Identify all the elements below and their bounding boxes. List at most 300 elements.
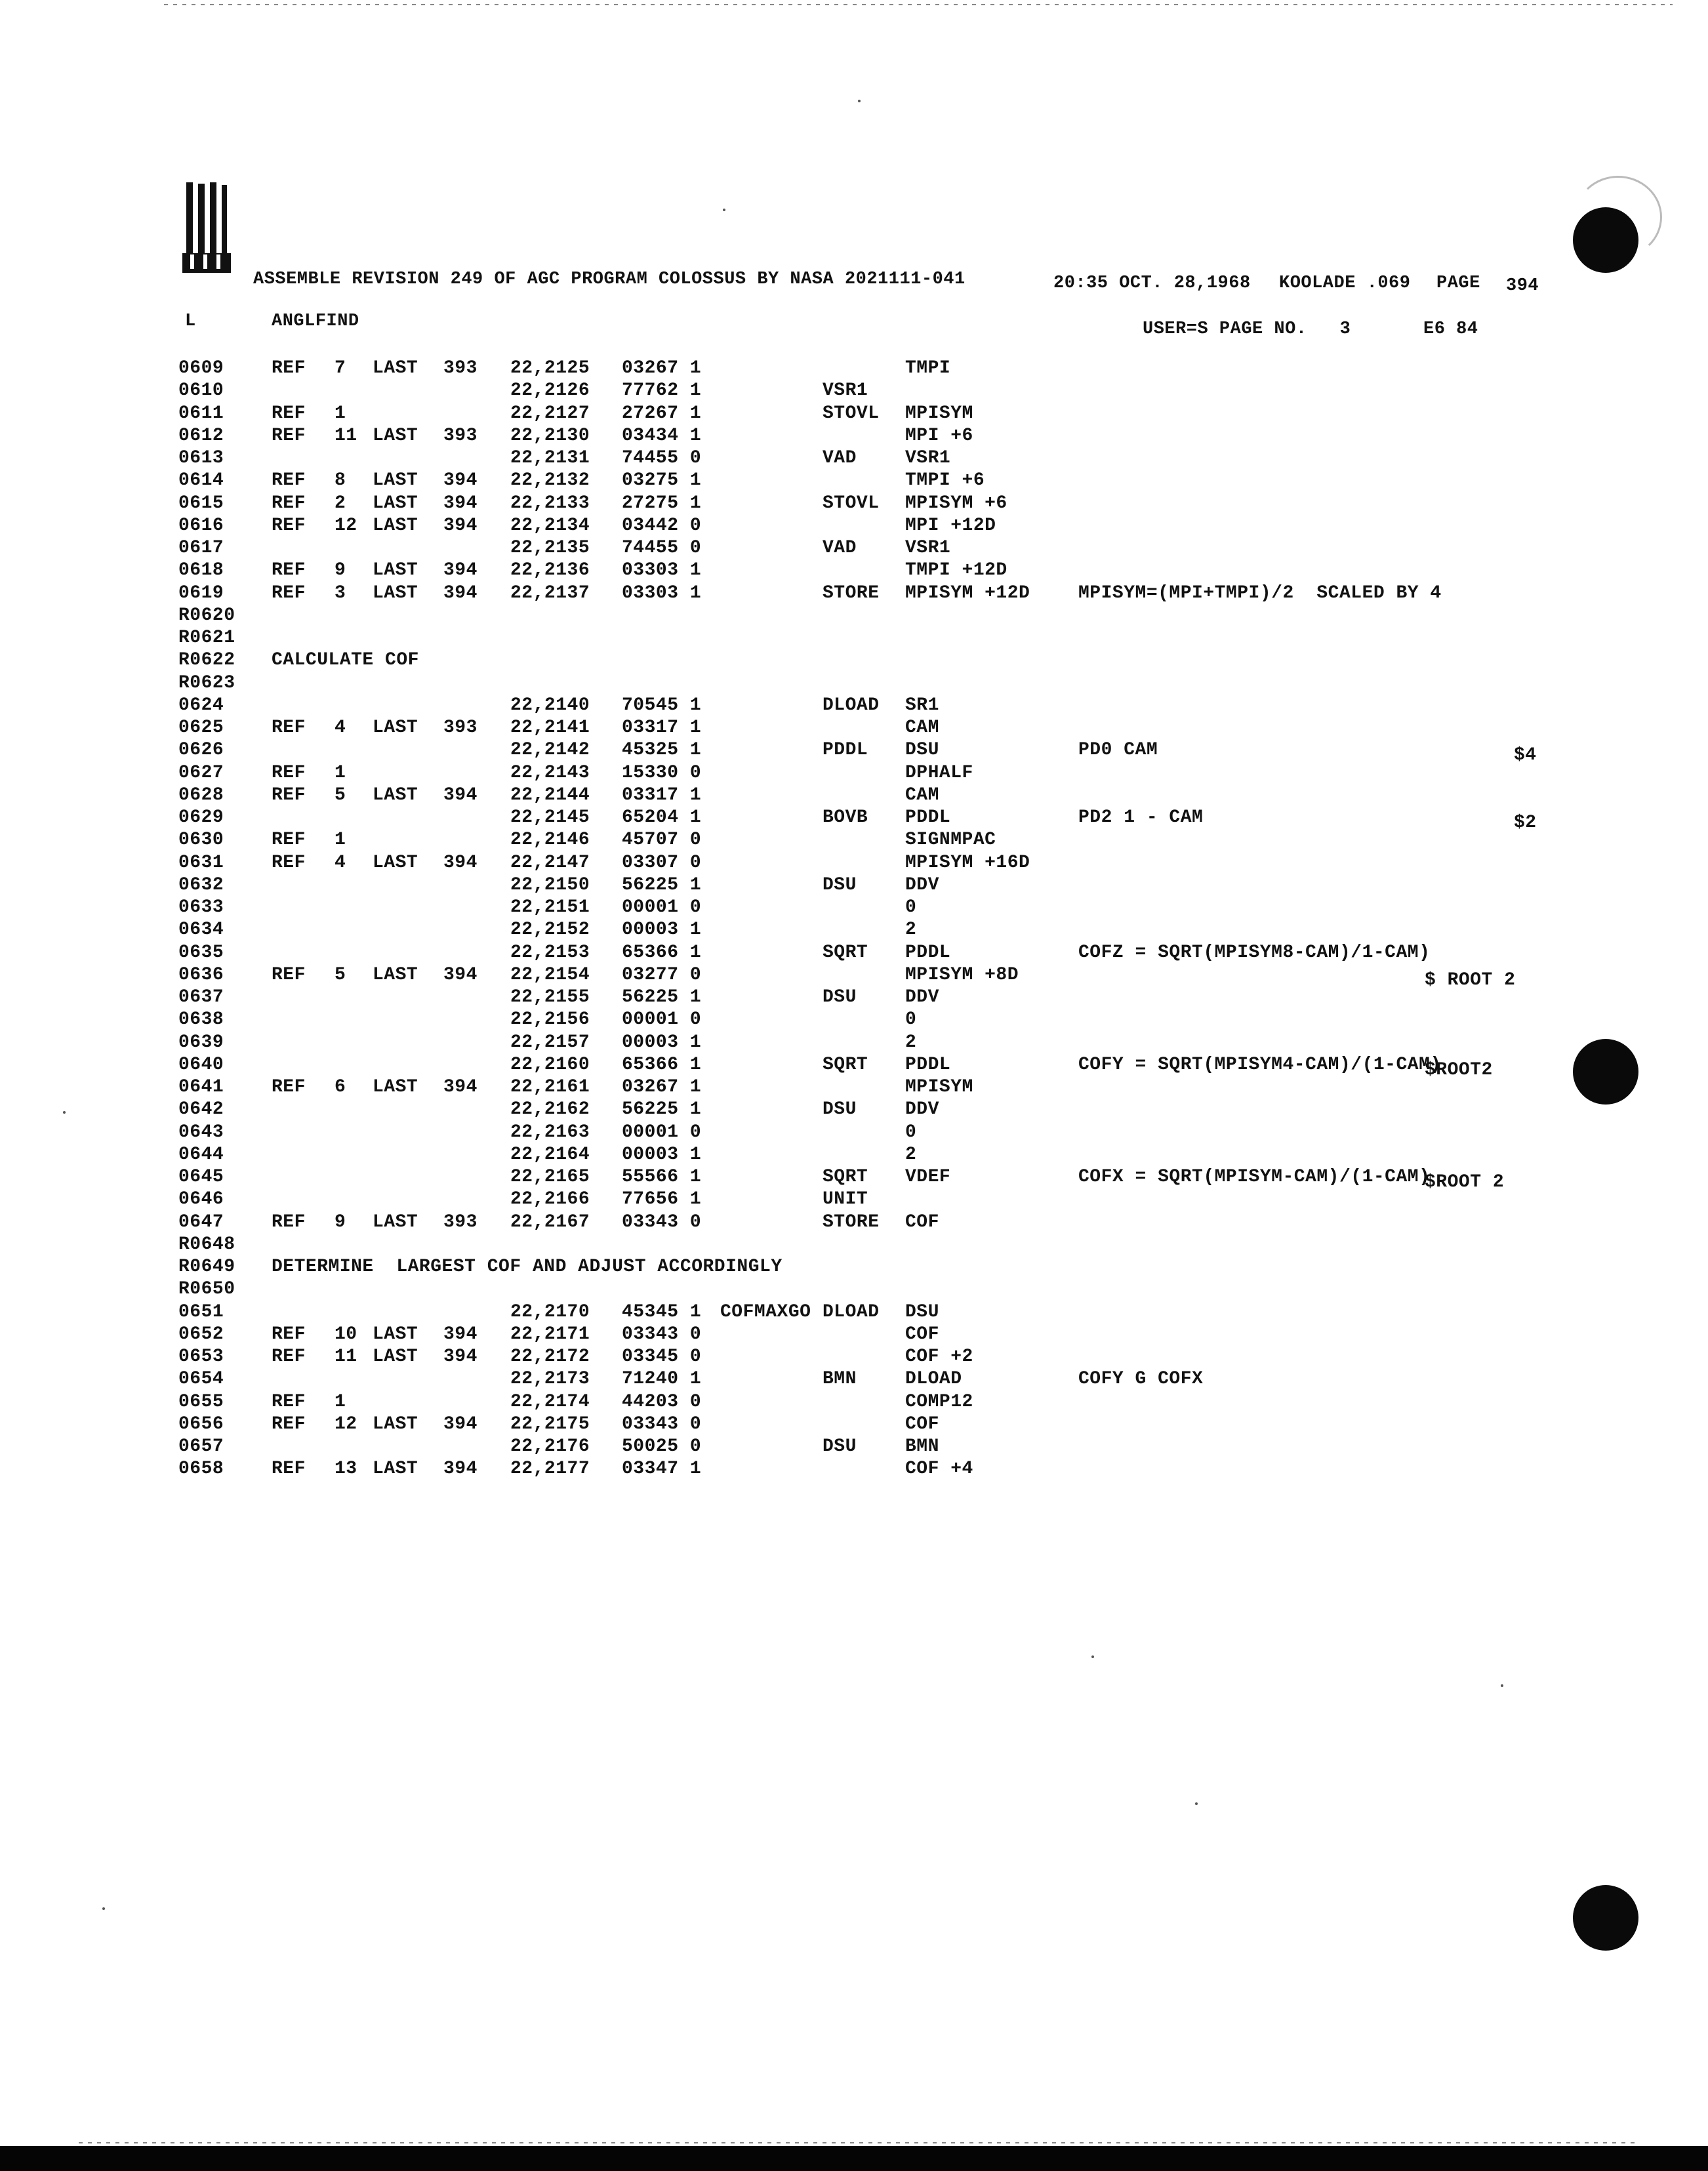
last-page: 394: [443, 785, 478, 805]
octal-word: 74455 0: [622, 538, 702, 558]
scan-speck: [102, 1907, 105, 1910]
opcode: DSU: [823, 875, 857, 895]
line-number: R0650: [178, 1279, 235, 1299]
octal-word: 56225 1: [622, 987, 702, 1007]
address: 22,2177: [510, 1459, 590, 1479]
line-number: 0632: [178, 875, 224, 895]
line-number: R0620: [178, 605, 235, 626]
ref-label: REF: [272, 1347, 306, 1367]
koolade-version: KOOLADE .069: [1279, 274, 1411, 293]
operand: 0: [905, 897, 917, 918]
operand: CAM: [905, 718, 939, 738]
line-number: 0627: [178, 763, 224, 783]
operand: DDV: [905, 987, 939, 1007]
last-label: LAST: [373, 1077, 418, 1097]
line-number: 0641: [178, 1077, 224, 1097]
ref-label: REF: [272, 853, 306, 873]
operand: 0: [905, 1009, 917, 1030]
line-number: 0624: [178, 695, 224, 716]
ref-label: REF: [272, 965, 306, 985]
address: 22,2154: [510, 965, 590, 985]
operand: TMPI +12D: [905, 560, 1007, 580]
last-label: LAST: [373, 516, 418, 536]
ref-number: 6: [335, 1077, 346, 1097]
operand: MPISYM: [905, 403, 973, 424]
line-number: 0637: [178, 987, 224, 1007]
opcode: BMN: [823, 1369, 857, 1389]
octal-word: 77762 1: [622, 380, 702, 401]
punch-hole-bottom: [1573, 1885, 1638, 1951]
scaling-note: $ ROOT 2: [1425, 970, 1516, 990]
last-page: 393: [443, 426, 478, 446]
operand: PDDL: [905, 1055, 951, 1075]
line-number: 0656: [178, 1414, 224, 1434]
octal-word: 03317 1: [622, 785, 702, 805]
section-name: ANGLFIND: [272, 312, 359, 331]
address: 22,2176: [510, 1436, 590, 1457]
ref-label: REF: [272, 358, 306, 378]
octal-word: 56225 1: [622, 1099, 702, 1120]
opcode: SQRT: [823, 1055, 868, 1075]
line-number: 0634: [178, 920, 224, 940]
line-number: 0643: [178, 1122, 224, 1143]
punch-hole-outline-top: [1574, 176, 1662, 258]
operand: SIGNMPAC: [905, 830, 996, 850]
ref-number: 1: [335, 1392, 346, 1412]
remark-text: DETERMINE LARGEST COF AND ADJUST ACCORDINGLY: [272, 1257, 783, 1277]
ref-label: REF: [272, 830, 306, 850]
octal-word: 03347 1: [622, 1459, 702, 1479]
line-number: 0618: [178, 560, 224, 580]
last-page: 394: [443, 853, 478, 873]
ref-label: REF: [272, 403, 306, 424]
user-page-code: E6 84: [1423, 319, 1478, 339]
address: 22,2144: [510, 785, 590, 805]
address: 22,2145: [510, 807, 590, 828]
last-label: LAST: [373, 1459, 418, 1479]
ref-label: REF: [272, 1324, 306, 1345]
ref-number: 4: [335, 853, 346, 873]
opcode: DLOAD: [823, 695, 880, 716]
opcode: PDDL: [823, 740, 868, 760]
comment: COFY = SQRT(MPISYM4-CAM)/(1-CAM): [1078, 1055, 1442, 1075]
last-page: 394: [443, 1459, 478, 1479]
address: 22,2126: [510, 380, 590, 401]
operand: COF: [905, 1414, 939, 1434]
address: 22,2157: [510, 1032, 590, 1053]
opcode: SQRT: [823, 943, 868, 963]
ref-label: REF: [272, 785, 306, 805]
operand: VSR1: [905, 448, 951, 468]
line-number: 0609: [178, 358, 224, 378]
opcode: BOVB: [823, 807, 868, 828]
scan-speck: [1195, 1802, 1198, 1805]
octal-word: 70545 1: [622, 695, 702, 716]
operand: MPI +6: [905, 426, 973, 446]
address: 22,2142: [510, 740, 590, 760]
ref-number: 2: [335, 493, 346, 514]
scan-speck: [858, 100, 861, 102]
line-number: 0653: [178, 1347, 224, 1367]
octal-word: 03434 1: [622, 426, 702, 446]
comment: COFX = SQRT(MPISYM-CAM)/(1-CAM): [1078, 1167, 1431, 1187]
operand: MPISYM: [905, 1077, 973, 1097]
octal-word: 03307 0: [622, 853, 702, 873]
scan-speck: [1091, 1655, 1094, 1658]
address: 22,2171: [510, 1324, 590, 1345]
address: 22,2127: [510, 403, 590, 424]
ref-number: 12: [335, 1414, 357, 1434]
ref-number: 8: [335, 470, 346, 491]
operand: 0: [905, 1122, 917, 1143]
opcode: VSR1: [823, 380, 868, 401]
line-number: 0654: [178, 1369, 224, 1389]
line-number: 0642: [178, 1099, 224, 1120]
line-number: 0619: [178, 583, 224, 603]
address: 22,2133: [510, 493, 590, 514]
ref-label: REF: [272, 1392, 306, 1412]
address: 22,2161: [510, 1077, 590, 1097]
ref-label: REF: [272, 1414, 306, 1434]
ref-number: 1: [335, 763, 346, 783]
operand: BMN: [905, 1436, 939, 1457]
octal-word: 03343 0: [622, 1324, 702, 1345]
operand: COF: [905, 1212, 939, 1232]
address: 22,2150: [510, 875, 590, 895]
opcode: DSU: [823, 1436, 857, 1457]
address: 22,2136: [510, 560, 590, 580]
address: 22,2163: [510, 1122, 590, 1143]
last-label: LAST: [373, 853, 418, 873]
ref-number: 13: [335, 1459, 357, 1479]
scan-perforation-line: [79, 2142, 1640, 2143]
line-number: 0614: [178, 470, 224, 491]
operand: DLOAD: [905, 1369, 962, 1389]
octal-word: 03442 0: [622, 516, 702, 536]
line-number: 0613: [178, 448, 224, 468]
operand: PDDL: [905, 807, 951, 828]
ref-number: 1: [335, 830, 346, 850]
operand: COF +4: [905, 1459, 973, 1479]
operand: DDV: [905, 875, 939, 895]
last-label: LAST: [373, 785, 418, 805]
last-label: LAST: [373, 493, 418, 514]
ref-label: REF: [272, 1459, 306, 1479]
operand: DSU: [905, 740, 939, 760]
scan-speck: [723, 209, 725, 211]
address: 22,2155: [510, 987, 590, 1007]
scan-top-edge: [164, 4, 1673, 5]
octal-word: 65204 1: [622, 807, 702, 828]
operand: COF +2: [905, 1347, 973, 1367]
last-label: LAST: [373, 583, 418, 603]
address: 22,2172: [510, 1347, 590, 1367]
address: 22,2147: [510, 853, 590, 873]
address: 22,2135: [510, 538, 590, 558]
address: 22,2167: [510, 1212, 590, 1232]
octal-word: 00003 1: [622, 1032, 702, 1053]
ref-number: 9: [335, 560, 346, 580]
ref-label: REF: [272, 583, 306, 603]
last-label: LAST: [373, 1347, 418, 1367]
page-label: PAGE: [1436, 274, 1480, 293]
octal-word: 00003 1: [622, 1145, 702, 1165]
octal-word: 77656 1: [622, 1189, 702, 1209]
comment: COFY G COFX: [1078, 1369, 1204, 1389]
comment: PD0 CAM: [1078, 740, 1158, 760]
address: 22,2164: [510, 1145, 590, 1165]
last-label: LAST: [373, 718, 418, 738]
line-number: 0629: [178, 807, 224, 828]
last-page: 394: [443, 965, 478, 985]
operand: MPISYM +12D: [905, 583, 1030, 603]
line-number: R0622: [178, 650, 235, 670]
printer-logo-icon: [181, 181, 232, 279]
octal-word: 00003 1: [622, 920, 702, 940]
ref-number: 1: [335, 403, 346, 424]
address: 22,2166: [510, 1189, 590, 1209]
ref-label: REF: [272, 763, 306, 783]
address: 22,2173: [510, 1369, 590, 1389]
ref-label: REF: [272, 560, 306, 580]
operand: TMPI +6: [905, 470, 985, 491]
operand: PDDL: [905, 943, 951, 963]
line-number: 0635: [178, 943, 224, 963]
ref-number: 11: [335, 1347, 357, 1367]
opcode: STOVL: [823, 493, 880, 514]
last-page: 394: [443, 560, 478, 580]
octal-word: 03343 0: [622, 1212, 702, 1232]
operand: DPHALF: [905, 763, 973, 783]
last-label: LAST: [373, 965, 418, 985]
address: 22,2175: [510, 1414, 590, 1434]
user-page-number: USER=S PAGE NO. 3: [1143, 319, 1351, 339]
line-number: 0636: [178, 965, 224, 985]
last-label: LAST: [373, 426, 418, 446]
ref-label: REF: [272, 516, 306, 536]
comment: MPISYM=(MPI+TMPI)/2 SCALED BY 4: [1078, 583, 1442, 603]
address: 22,2137: [510, 583, 590, 603]
last-label: LAST: [373, 358, 418, 378]
octal-word: 03345 0: [622, 1347, 702, 1367]
line-number: 0644: [178, 1145, 224, 1165]
octal-word: 03303 1: [622, 560, 702, 580]
address: 22,2131: [510, 448, 590, 468]
line-number: 0655: [178, 1392, 224, 1412]
operand: MPISYM +6: [905, 493, 1007, 514]
octal-word: 44203 0: [622, 1392, 702, 1412]
octal-word: 65366 1: [622, 943, 702, 963]
scaling-note: $ROOT2: [1425, 1060, 1493, 1080]
octal-word: 00001 0: [622, 1009, 702, 1030]
line-number: R0623: [178, 673, 235, 693]
scan-speck: [63, 1111, 66, 1114]
last-label: LAST: [373, 560, 418, 580]
octal-word: 03317 1: [622, 718, 702, 738]
operand: TMPI: [905, 358, 951, 378]
operand: CAM: [905, 785, 939, 805]
ref-number: 3: [335, 583, 346, 603]
ref-label: REF: [272, 470, 306, 491]
last-page: 393: [443, 718, 478, 738]
operand: COMP12: [905, 1392, 973, 1412]
address: 22,2141: [510, 718, 590, 738]
address: 22,2140: [510, 695, 590, 716]
address: 22,2156: [510, 1009, 590, 1030]
ref-number: 10: [335, 1324, 357, 1345]
opcode: SQRT: [823, 1167, 868, 1187]
line-number: 0617: [178, 538, 224, 558]
opcode: VAD: [823, 448, 857, 468]
document-title: ASSEMBLE REVISION 249 OF AGC PROGRAM COLOSSUS BY NASA 2021111-041: [253, 270, 966, 289]
scaling-note: $4: [1514, 745, 1537, 765]
octal-word: 03303 1: [622, 583, 702, 603]
opcode: DSU: [823, 987, 857, 1007]
last-label: LAST: [373, 1414, 418, 1434]
octal-word: 56225 1: [622, 875, 702, 895]
line-number: 0640: [178, 1055, 224, 1075]
ref-number: 4: [335, 718, 346, 738]
address: 22,2146: [510, 830, 590, 850]
punch-hole-middle: [1573, 1039, 1638, 1105]
line-number: 0645: [178, 1167, 224, 1187]
line-number: 0651: [178, 1302, 224, 1322]
opcode: STOVL: [823, 403, 880, 424]
ref-number: 11: [335, 426, 357, 446]
line-number: 0638: [178, 1009, 224, 1030]
address: 22,2165: [510, 1167, 590, 1187]
operand: SR1: [905, 695, 939, 716]
operand: 2: [905, 920, 917, 940]
address: 22,2170: [510, 1302, 590, 1322]
address: 22,2125: [510, 358, 590, 378]
last-page: 394: [443, 1414, 478, 1434]
ref-number: 7: [335, 358, 346, 378]
line-number: 0610: [178, 380, 224, 401]
opcode: STORE: [823, 583, 880, 603]
section-letter: L: [185, 312, 196, 331]
last-page: 394: [443, 1077, 478, 1097]
address: 22,2160: [510, 1055, 590, 1075]
octal-word: 03275 1: [622, 470, 702, 491]
comment: COFZ = SQRT(MPISYM8-CAM)/1-CAM): [1078, 943, 1431, 963]
ref-number: 9: [335, 1212, 346, 1232]
line-number: 0611: [178, 403, 224, 424]
line-number: 0616: [178, 516, 224, 536]
octal-word: 15330 0: [622, 763, 702, 783]
last-page: 394: [443, 493, 478, 514]
line-number: 0657: [178, 1436, 224, 1457]
remark-text: CALCULATE COF: [272, 650, 419, 670]
ref-number: 5: [335, 965, 346, 985]
octal-word: 45707 0: [622, 830, 702, 850]
opcode: UNIT: [823, 1189, 868, 1209]
last-label: LAST: [373, 1212, 418, 1232]
octal-word: 00001 0: [622, 1122, 702, 1143]
octal-word: 03277 0: [622, 965, 702, 985]
tag-label: COFMAXGO: [720, 1302, 811, 1322]
octal-word: 45345 1: [622, 1302, 702, 1322]
scan-bottom-edge: [0, 2146, 1708, 2171]
last-page: 393: [443, 358, 478, 378]
print-date: 20:35 OCT. 28,1968: [1053, 274, 1251, 293]
address: 22,2162: [510, 1099, 590, 1120]
octal-word: 65366 1: [622, 1055, 702, 1075]
address: 22,2132: [510, 470, 590, 491]
last-page: 394: [443, 1324, 478, 1345]
ref-label: REF: [272, 1077, 306, 1097]
scaling-note: $2: [1514, 813, 1537, 833]
operand: MPISYM +8D: [905, 965, 1019, 985]
address: 22,2130: [510, 426, 590, 446]
octal-word: 00001 0: [622, 897, 702, 918]
operand: MPI +12D: [905, 516, 996, 536]
last-label: LAST: [373, 470, 418, 491]
ref-label: REF: [272, 1212, 306, 1232]
ref-number: 5: [335, 785, 346, 805]
octal-word: 45325 1: [622, 740, 702, 760]
opcode: STORE: [823, 1212, 880, 1232]
last-label: LAST: [373, 1324, 418, 1345]
address: 22,2152: [510, 920, 590, 940]
last-page: 394: [443, 470, 478, 491]
octal-word: 03267 1: [622, 358, 702, 378]
ref-label: REF: [272, 718, 306, 738]
address: 22,2153: [510, 943, 590, 963]
line-number: R0649: [178, 1257, 235, 1277]
last-page: 394: [443, 583, 478, 603]
operand: 2: [905, 1032, 917, 1053]
octal-word: 50025 0: [622, 1436, 702, 1457]
octal-word: 55566 1: [622, 1167, 702, 1187]
line-number: R0648: [178, 1234, 235, 1255]
octal-word: 74455 0: [622, 448, 702, 468]
line-number: 0612: [178, 426, 224, 446]
line-number: 0658: [178, 1459, 224, 1479]
line-number: 0646: [178, 1189, 224, 1209]
line-number: 0639: [178, 1032, 224, 1053]
line-number: 0615: [178, 493, 224, 514]
line-number: R0621: [178, 628, 235, 648]
address: 22,2174: [510, 1392, 590, 1412]
line-number: 0625: [178, 718, 224, 738]
octal-word: 03343 0: [622, 1414, 702, 1434]
octal-word: 27267 1: [622, 403, 702, 424]
last-page: 393: [443, 1212, 478, 1232]
line-number: 0647: [178, 1212, 224, 1232]
page-number: 394: [1506, 276, 1539, 296]
last-page: 394: [443, 516, 478, 536]
octal-word: 03267 1: [622, 1077, 702, 1097]
last-page: 394: [443, 1347, 478, 1367]
comment: PD2 1 - CAM: [1078, 807, 1204, 828]
opcode: DSU: [823, 1099, 857, 1120]
line-number: 0633: [178, 897, 224, 918]
operand: DSU: [905, 1302, 939, 1322]
line-number: 0626: [178, 740, 224, 760]
operand: VDEF: [905, 1167, 951, 1187]
operand: COF: [905, 1324, 939, 1345]
scan-speck: [1501, 1684, 1503, 1687]
octal-word: 71240 1: [622, 1369, 702, 1389]
line-number: 0630: [178, 830, 224, 850]
address: 22,2134: [510, 516, 590, 536]
line-number: 0652: [178, 1324, 224, 1345]
operand: 2: [905, 1145, 917, 1165]
scaling-note: $ROOT 2: [1425, 1172, 1505, 1192]
opcode: DLOAD: [823, 1302, 880, 1322]
line-number: 0631: [178, 853, 224, 873]
